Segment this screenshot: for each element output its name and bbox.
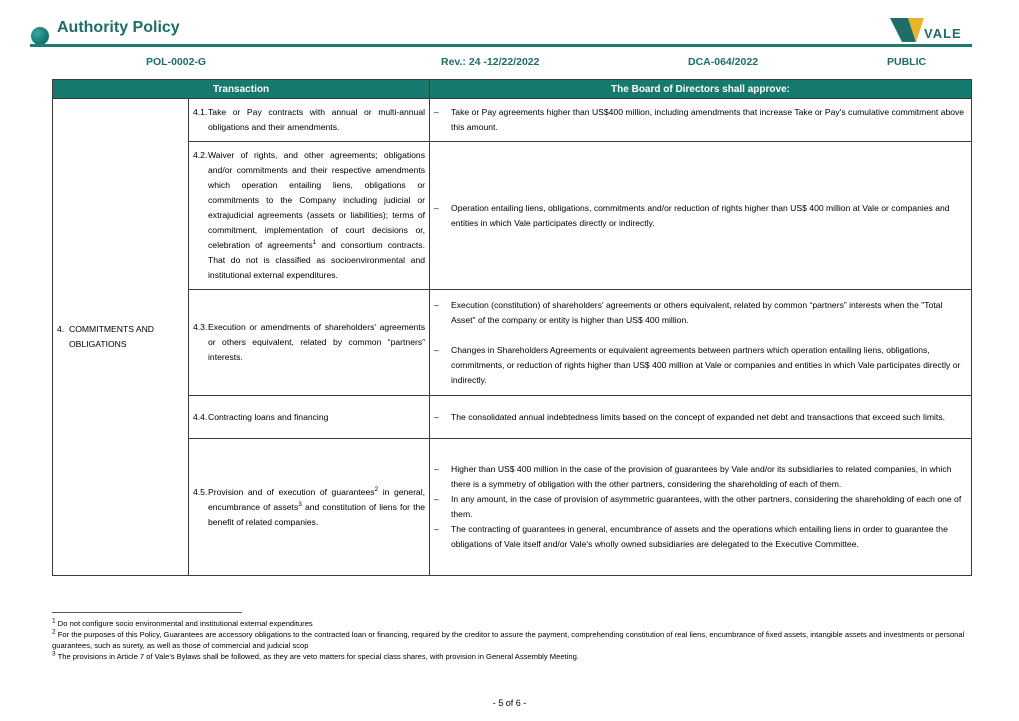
dash-bullet: – [434, 411, 439, 422]
transaction-cell [189, 396, 430, 439]
transaction-cell [189, 290, 430, 396]
transaction-number: 4.1. [193, 107, 208, 117]
table-row [53, 439, 972, 576]
approval-item [434, 410, 967, 425]
approval-item [434, 462, 967, 492]
revision: Rev.: 24 -12/22/2022 [441, 56, 540, 68]
transaction-text-part: Waiver of rights, and other agreements; obligations and/or commitments and their respective amendments which operation entailing liens, obligations or commitments to the Company including judicial or extrajudicial agreements (assets or liabilities); terms of commitment, implementation of court decisions or, celebration of agreements [208, 150, 426, 250]
category-label: COMMITMENTS AND OBLIGATIONS [69, 324, 154, 349]
footnote-text: For the purposes of this Policy, Guarantees are accessory obligations to the contracted loan or financing, required by the creditor to assure the payment, comprehending constitution of real liens, encumbrance of fixed assets, intangible assets and investments or personal guarantees, such as surety, as well as those of commercial and judicial scop [52, 630, 965, 650]
transaction-number: 4.2. [193, 150, 208, 160]
table-row [53, 290, 972, 396]
footnote [52, 618, 972, 629]
transaction-cell [189, 439, 430, 576]
spacer [434, 328, 967, 343]
dash-bullet: – [434, 464, 439, 474]
document-title: Authority Policy [57, 19, 180, 36]
footnote-ref: 1 [312, 239, 317, 247]
transaction-text [208, 148, 425, 283]
approval-item [434, 343, 967, 388]
table-header-row [53, 80, 972, 99]
dash-bullet: – [434, 107, 439, 117]
policy-code: POL-0002-G [146, 56, 207, 68]
approval-cell [430, 290, 972, 396]
dash-bullet: – [434, 494, 439, 504]
transaction-text-part: in general, encumbrance of assets [208, 486, 426, 512]
approval-text: Higher than US$ 400 million in the case of the provision of guarantees by Vale and/or its subsidiaries to related companies, in which there is a symmetry of obligation with the other partners, considering the shareholding of each of them. [451, 464, 952, 489]
approval-text: Operation entailing liens, obligations, commitments and/or reduction of rights higher than US$ 400 million at Vale or companies and entities in which Vale participates directly or indirectly. [451, 202, 950, 228]
globe-logo-icon [31, 27, 49, 45]
footnote [52, 651, 972, 662]
transaction-text: Take or Pay contracts with annual or multi-annual obligations and their amendments. [208, 107, 426, 132]
approval-item [434, 201, 967, 231]
approval-text: Take or Pay agreements higher than US$400 million, including amendments that increase Take or Pay's cumulative commitment above this amount. [451, 107, 965, 132]
transaction-number: 4.3. [193, 322, 208, 332]
dash-bullet: – [434, 344, 439, 355]
approval-cell [430, 396, 972, 439]
transaction-cell [189, 142, 430, 290]
classification: PUBLIC [887, 56, 927, 68]
approval-text: Execution (constitution) of shareholders' agreements or others equivalent, related by common “partners” interests when the "Total Asset" of the company or entity is higher than US$ 400 million. [451, 299, 943, 325]
approval-text: The consolidated annual indebtedness limits based on the concept of expanded net debt and transactions that exceed such limits. [451, 411, 946, 422]
transaction-text-part: Provision and of execution of guarantees [208, 486, 375, 497]
dash-bullet: – [434, 202, 439, 213]
footnote-mark: 1 [52, 617, 56, 625]
footnote-mark: 3 [52, 650, 56, 658]
approval-cell [430, 439, 972, 576]
dca-number: DCA-064/2022 [688, 56, 759, 68]
header-rule [30, 44, 972, 47]
dash-bullet: – [434, 299, 439, 310]
header-transaction: Transaction [53, 80, 430, 99]
dash-bullet: – [434, 524, 439, 534]
category-number: 4. [57, 324, 65, 334]
transaction-text-part: and constitution of liens for the benefit of related companies. [208, 501, 426, 527]
authority-table [52, 79, 972, 576]
transaction-number: 4.5. [193, 486, 208, 497]
table-row [53, 142, 972, 290]
footnote-mark: 2 [52, 628, 56, 636]
approval-text: Changes in Shareholders Agreements or equivalent agreements between partners which operation entailing liens, obligations, commitments, or reduction of rights higher than US$ 400 million at Vale or companies and entities in which Vale participates directly or indirectly. [451, 344, 961, 385]
footnote-ref: 3 [298, 500, 302, 508]
approval-text: In any amount, in the case of provision of asymmetric guarantees, with the other partners, considering the shareholding of each one of them. [451, 494, 962, 519]
transaction-text: Execution or amendments of shareholders' agreements or others equivalent, related by common “partners” interests. [208, 322, 426, 362]
page-number: - 5 of 6 - [492, 698, 527, 708]
approval-cell [430, 99, 972, 142]
approval-item [434, 298, 967, 328]
transaction-text [208, 485, 425, 530]
table-row [53, 396, 972, 439]
category-cell [53, 99, 189, 576]
footnote-text: The provisions in Article 7 of Vale's Bylaws shall be followed, as they are veto matters for special class shares, with provision in General Assembly Meeting. [57, 652, 579, 661]
table-row [53, 99, 972, 142]
transaction-text: Contracting loans and financing [208, 411, 329, 422]
footnotes [52, 618, 972, 662]
footnote-text: Do not configure socio environmental and institutional external expenditures [57, 619, 313, 628]
approval-item [434, 522, 967, 552]
transaction-cell [189, 99, 430, 142]
transaction-number: 4.4. [193, 411, 208, 422]
vale-logo-text: VALE [924, 26, 962, 41]
approval-item [434, 492, 967, 522]
footnote [52, 629, 972, 651]
footnote-rule [52, 612, 242, 613]
header-approval: The Board of Directors shall approve: [430, 80, 972, 99]
footnote-ref: 2 [374, 485, 379, 493]
approval-text: The contracting of guarantees in general, encumbrance of assets and the operations which entailing liens in order to guarantee the obligations of Vale itself and/or Vale's wholly owned subsidiaries are delegated to the Executive Committee. [451, 524, 948, 549]
transaction-text-part: and consortium contracts. That do not is classified as socioenvironmental and institutional external expenditures. [208, 240, 426, 280]
approval-cell [430, 142, 972, 290]
approval-item [434, 105, 967, 135]
